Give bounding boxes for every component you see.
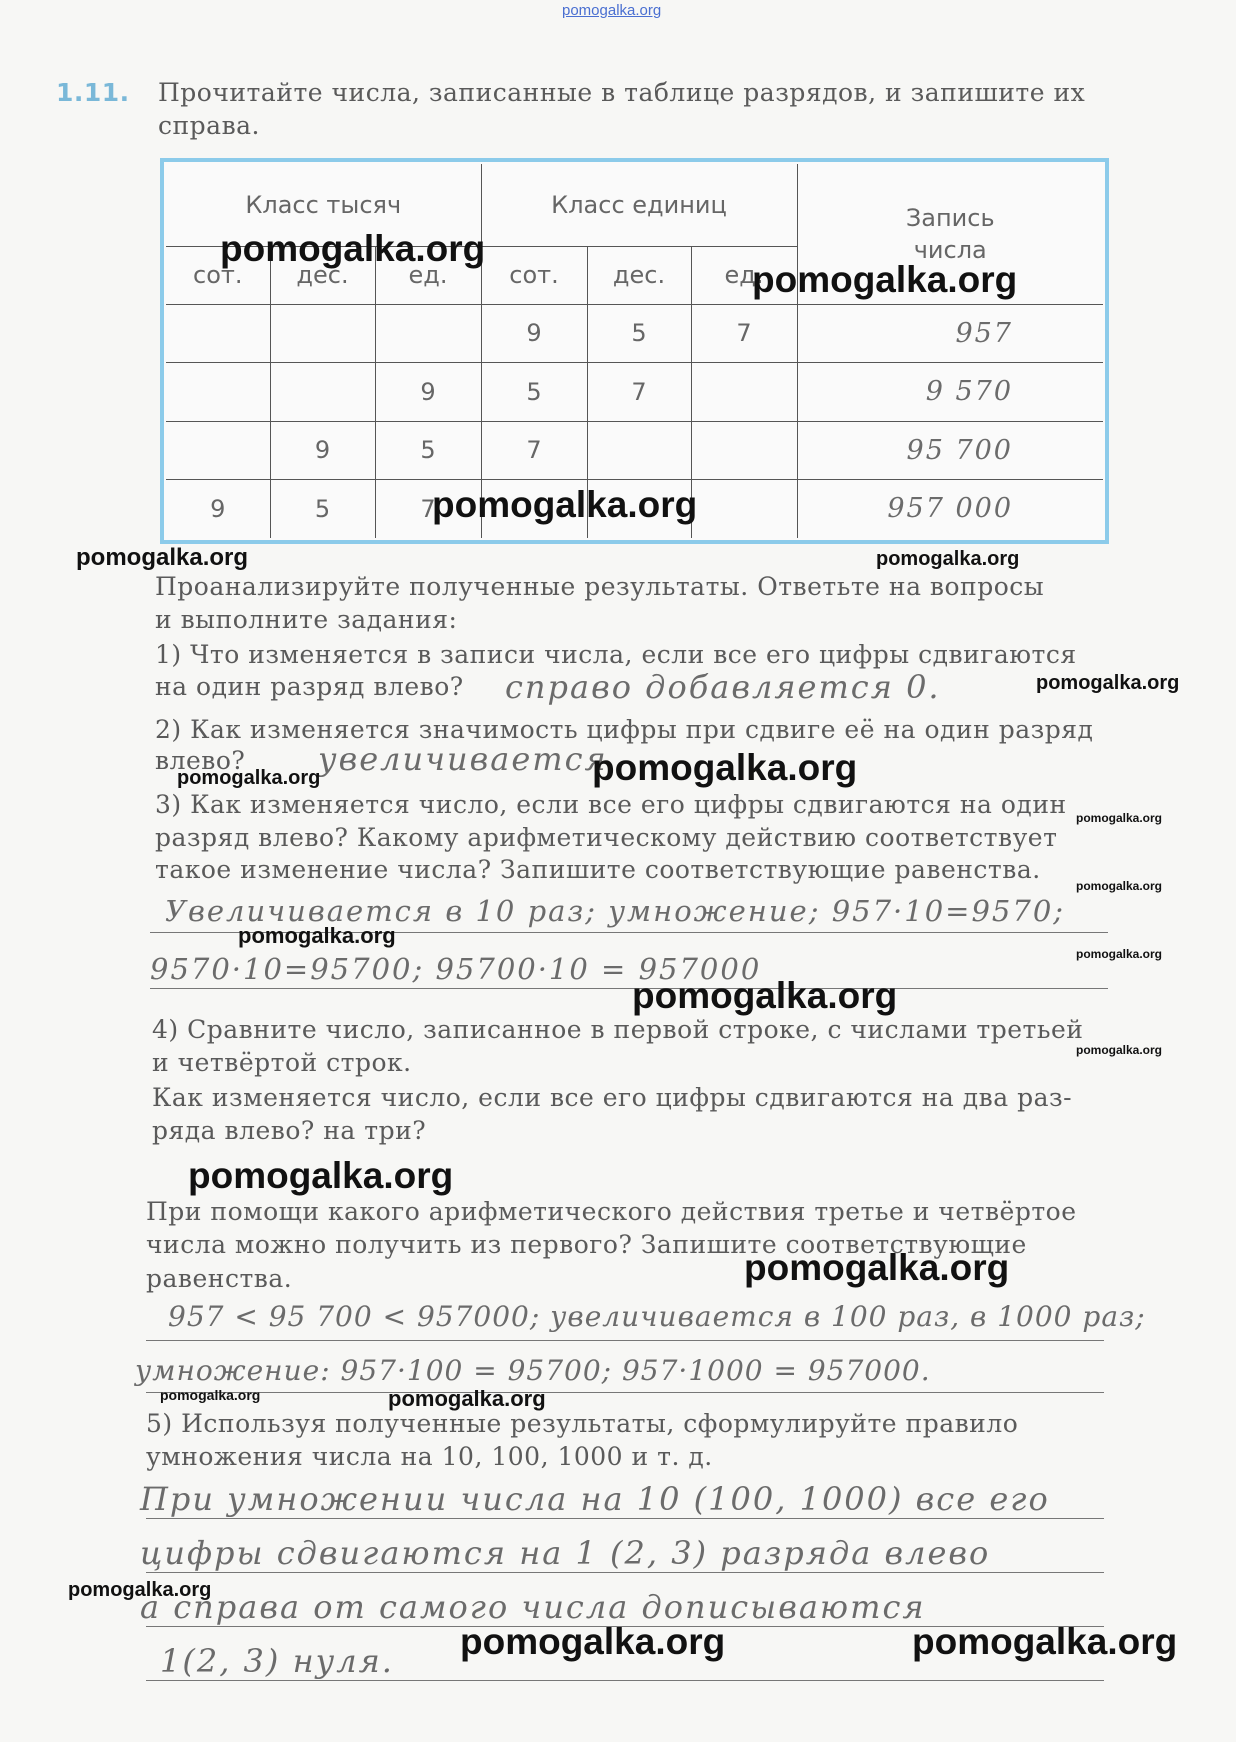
question-2-line-1: 2) Как изменяется значимость цифры при сдвиге её на один разряд [155,715,1094,744]
question-5-line-1: 5) Используя полученные результаты, сформулируйте правило [146,1409,1019,1438]
digit-cell: 7 [481,421,587,479]
header-record-line-2: числа [913,235,987,264]
question-5-answer-line-3: а справа от самого числа дописываются [140,1588,926,1626]
record-cell [797,304,1103,362]
table-row [166,421,1103,479]
digit-cell: 9 [166,479,270,538]
analysis-line-2: и выполните задания: [155,605,458,634]
digit-cell: 9 [375,362,481,421]
question-1-line-1: 1) Что изменяется в записи числа, если все его цифры сдвигаются [155,640,1077,669]
question-4-answer-line-2: умножение: 957·100 = 95700; 957·1000 = 957000. [135,1354,931,1387]
watermark: pomogalka.org [68,1579,212,1601]
table-row [166,304,1103,362]
question-4-line-3: Как изменяется число, если все его цифры сдвигаются на два раз- [152,1083,1073,1112]
question-3-line-1: 3) Как изменяется число, если все его цифры сдвигаются на один [155,790,1067,819]
watermark: pomogalka.org [1036,672,1180,694]
watermark: pomogalka.org [1076,947,1163,961]
watermark: pomogalka.org [220,228,486,269]
question-5-answer-line-2: цифры сдвигаются на 1 (2, 3) разряда влево [140,1534,991,1572]
answer-rule [146,1680,1104,1681]
watermark: pomogalka.org [752,259,1018,300]
question-1-answer: справо добавляется 0. [505,668,941,706]
watermark: pomogalka.org [432,484,698,525]
digit-cell [691,421,797,479]
subheader-hundreds: сот. [481,246,587,304]
digit-cell [270,362,375,421]
digit-cell: 7 [587,362,691,421]
digit-cell [166,362,270,421]
record-handwritten: 9 570 [925,376,1013,407]
header-class-thousands: Класс тысяч [166,164,481,246]
question-4-line-7: равенства. [146,1264,293,1293]
watermark: pomogalka.org [876,548,1020,570]
digit-cell [166,304,270,362]
digit-cell: 9 [270,421,375,479]
watermark: pomogalka.org [177,767,321,789]
question-3-line-2: разряд влево? Какому арифметическому действию соответствует [155,823,1058,852]
answer-rule [146,1518,1104,1519]
header-site-link[interactable]: pomogalka.org [562,2,662,19]
subheader-tens: дес. [587,246,691,304]
watermark: pomogalka.org [744,1247,1010,1288]
question-3-line-3: такое изменение числа? Запишите соответствующие равенства. [155,855,1041,884]
watermark: pomogalka.org [388,1386,546,1411]
question-3-answer-line-2: 9570·10=95700; 95700·10 = 957000 [150,952,762,986]
answer-rule [146,1392,1104,1393]
analysis-line-1: Проанализируйте полученные результаты. Ответьте на вопросы [155,572,1045,601]
watermark: pomogalka.org [238,923,396,948]
digit-cell: 7 [375,479,481,538]
question-4-line-5: При помощи какого арифметического действия третье и четвёртое [146,1197,1077,1226]
digit-cell: 5 [375,421,481,479]
header-class-units: Класс единиц [481,164,797,246]
answer-rule [146,1340,1104,1341]
task-intro-line-1: Прочитайте числа, записанные в таблице разрядов, и запишите их [158,78,1086,107]
question-2-answer: увеличивается [318,740,608,778]
answer-rule [150,988,1108,989]
question-4-line-4: ряда влево? на три? [152,1116,427,1145]
record-handwritten: 957 [955,317,1013,349]
digit-cell [166,421,270,479]
record-cell [797,421,1103,479]
question-4-line-6: числа можно получить из первого? Запишите соответствующие [146,1230,1027,1259]
digit-cell: 9 [481,304,587,362]
record-cell [797,479,1103,538]
digit-cell [270,304,375,362]
digit-cell [691,362,797,421]
digit-cell [375,304,481,362]
question-4-answer-line-1: 957 < 95 700 < 957000; увеличивается в 100 раз, в 1000 раз; [168,1300,1146,1333]
watermark: pomogalka.org [160,1387,261,1403]
digit-cell: 5 [270,479,375,538]
record-handwritten: 95 700 [906,434,1013,466]
subheader-units: ед. [375,246,481,304]
answer-rule [146,1572,1104,1573]
watermark: pomogalka.org [460,1621,726,1662]
question-4-line-2: и четвёртой строк. [152,1048,412,1077]
question-2-line-2: влево? [155,746,246,775]
rank-table [166,164,1103,538]
digit-cell [587,421,691,479]
question-3-answer-line-1: Увеличивается в 10 раз; умножение; 957·10=9570; [165,894,1066,928]
watermark: pomogalka.org [188,1155,454,1196]
watermark: pomogalka.org [592,747,858,788]
subheader-hundreds: сот. [166,246,270,304]
question-5-line-2: умножения числа на 10, 100, 1000 и т. д. [146,1442,713,1471]
digit-cell: 7 [691,304,797,362]
digit-cell [691,479,797,538]
question-4-line-1: 4) Сравните число, записанное в первой строке, с числами третьей [152,1015,1084,1044]
task-number: 1.11. [56,78,130,107]
record-handwritten: 957 000 [887,493,1013,525]
header-record-line-1: Запись [905,203,995,232]
question-5-answer-line-4: 1(2, 3) нуля. [160,1642,394,1680]
digit-cell: 5 [481,362,587,421]
question-5-answer-line-1: При умножении числа на 10 (100, 1000) все его [140,1480,1050,1518]
watermark: pomogalka.org [76,544,249,571]
watermark: pomogalka.org [1076,811,1163,825]
watermark: pomogalka.org [1076,879,1163,893]
watermark: pomogalka.org [1076,1043,1163,1057]
watermark: pomogalka.org [632,975,898,1016]
subheader-units: ед. [691,246,797,304]
digit-cell: 5 [587,304,691,362]
task-intro-line-2: справа. [158,111,260,140]
table-row [166,362,1103,421]
question-1-line-2: на один разряд влево? [155,672,464,701]
subheader-tens: дес. [270,246,375,304]
record-cell [797,362,1103,421]
watermark: pomogalka.org [912,1621,1178,1662]
